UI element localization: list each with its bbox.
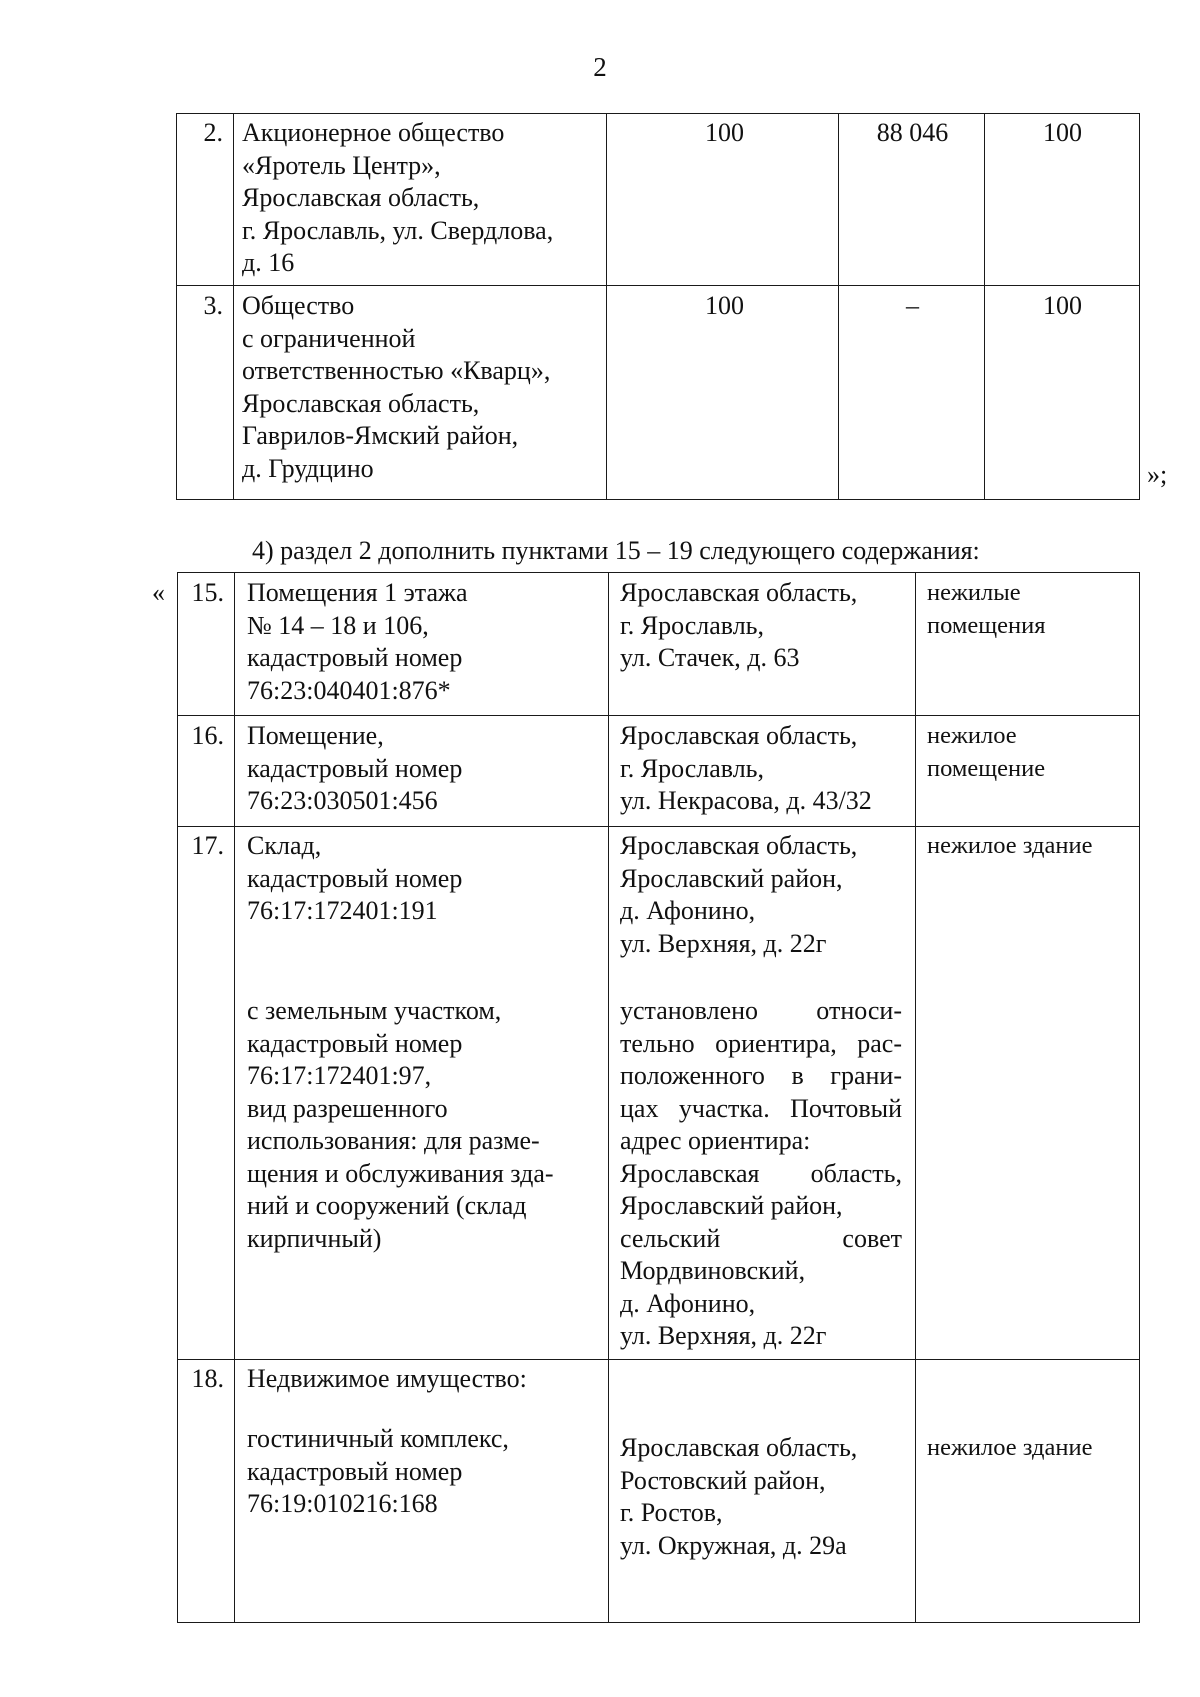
t1-org-name-line: Гаврилов-Ямский район, xyxy=(242,421,519,450)
t2-land-address-line: адрес ориентира: xyxy=(620,1126,811,1155)
t1-col4-value: 88 046 xyxy=(876,118,949,147)
page-number: 2 xyxy=(593,52,607,82)
t2-object-type-line: нежилое здание xyxy=(927,1434,1093,1461)
t2-object-type-line: нежилые xyxy=(927,579,1021,606)
t1-row-number: 3. xyxy=(203,291,223,320)
t2-land-address-line: Ярославский район, xyxy=(620,1191,843,1220)
t2-object-name-line: гостиничный комплекс, xyxy=(247,1424,509,1453)
t2-land-address-line: положенного в грани- xyxy=(620,1061,902,1090)
t2-land-plot-line: ний и сооружений (склад xyxy=(247,1191,527,1220)
t2-object-name-line: кадастровый номер xyxy=(247,753,463,783)
t2-object-name-line: 76:23:030501:456 xyxy=(247,786,438,815)
t2-object-type-line: помещения xyxy=(927,611,1046,639)
t2-land-plot-line: щения и обслуживания зда- xyxy=(247,1158,554,1188)
t1-org-name-line: ответственностью «Кварц», xyxy=(242,356,551,385)
t1-col5-value: 100 xyxy=(1043,118,1082,147)
t2-address-line: Ростовский район, xyxy=(620,1465,826,1495)
t2-address-line: д. Афонино, xyxy=(620,896,756,925)
t2-land-address-line: цах участка. Почтовый xyxy=(620,1093,902,1123)
t2-land-address-line: ул. Верхняя, д. 22г xyxy=(620,1321,827,1350)
t2-object-type xyxy=(927,720,1045,785)
t2-address-line: г. Ярославль, xyxy=(620,610,765,640)
t2-object-name-line: кадастровый номер xyxy=(247,863,463,893)
t2-land-plot-line: использования: для разме- xyxy=(247,1126,540,1155)
t2-address-line: ул. Верхняя, д. 22г xyxy=(620,928,827,958)
t2-address-line: г. Ростов, xyxy=(620,1498,723,1527)
t2-land-address-line: д. Афонино, xyxy=(620,1288,756,1318)
t2-heading-line: Недвижимое имущество: xyxy=(247,1364,527,1393)
t1-org-name-line: д. Грудцино xyxy=(242,453,374,483)
t2-object-name-line: кадастровый номер xyxy=(247,1456,463,1486)
t1-org-name-line: д. 16 xyxy=(242,248,295,277)
t2-object-name-line: 76:23:040401:876* xyxy=(247,675,451,705)
t2-address-line: ул. Некрасова, д. 43/32 xyxy=(620,786,872,815)
t2-land-address-line: сельский совет xyxy=(620,1223,902,1253)
t2-object-name-line: 76:17:172401:191 xyxy=(247,896,438,925)
t2-address-line: ул. Окружная, д. 29а xyxy=(620,1530,847,1560)
t2-object-type-line: нежилое xyxy=(927,722,1017,749)
t2-address xyxy=(620,830,857,960)
t2-object-name-line: Склад, xyxy=(247,831,322,860)
t1-col4-value: – xyxy=(906,291,919,320)
t2-object-name-line: № 14 – 18 и 106, xyxy=(247,610,429,640)
t2-address xyxy=(620,577,857,675)
t2-object-type xyxy=(927,577,1046,642)
closing-quote: »; xyxy=(1147,460,1168,489)
t1-org-name-line: Ярославская область, xyxy=(242,183,480,212)
t2-address-line: Ярославская область, xyxy=(620,721,858,750)
t1-org-name xyxy=(242,117,553,280)
t2-object-name xyxy=(247,830,462,928)
t2-object-name-line: 76:19:010216:168 xyxy=(247,1489,438,1518)
t2-object-name xyxy=(247,1423,509,1521)
t2-object-type-line: нежилое здание xyxy=(927,832,1093,859)
t2-land-plot-line: кадастровый номер xyxy=(247,1028,463,1058)
t2-address-line: Ярославская область, xyxy=(620,831,858,860)
t1-org-name xyxy=(242,290,550,485)
t2-row-number: 17. xyxy=(191,831,224,860)
t2-address xyxy=(620,1432,857,1562)
t2-land-plot-line: кирпичный) xyxy=(247,1223,382,1253)
t2-address-line: Ярославский район, xyxy=(620,863,843,893)
t1-org-name-line: Акционерное общество xyxy=(242,118,505,147)
t1-col5-value: 100 xyxy=(1043,291,1082,320)
t2-address-line: г. Ярославль, xyxy=(620,753,765,783)
t1-org-name-line: Ярославская область, xyxy=(242,388,480,418)
t2-address xyxy=(620,720,872,818)
t2-land-address-line: Ярославская область, xyxy=(620,1158,902,1188)
t2-address-line: Ярославская область, xyxy=(620,1433,858,1462)
t2-land-plot-line: вид разрешенного xyxy=(247,1093,448,1123)
t1-org-name-line: «Яротель Центр», xyxy=(242,150,441,180)
t2-heading xyxy=(247,1363,527,1396)
t2-address-line: Ярославская область, xyxy=(620,578,858,607)
t1-row-number: 2. xyxy=(203,118,223,147)
t2-address-line: ул. Стачек, д. 63 xyxy=(620,643,800,672)
amendment-intro: 4) раздел 2 дополнить пунктами 15 – 19 следующего содержания: xyxy=(252,536,980,565)
t2-object-name xyxy=(247,720,462,818)
t2-land-plot-description xyxy=(247,995,554,1255)
t2-object-name xyxy=(247,577,468,707)
t2-land-address-line: установлено относи- xyxy=(620,996,902,1025)
t2-land-plot-address xyxy=(620,995,902,1353)
t2-object-name-line: кадастровый номер xyxy=(247,643,463,672)
t1-org-name-line: с ограниченной xyxy=(242,323,416,353)
t2-row-number: 16. xyxy=(191,721,224,750)
t2-object-type xyxy=(927,1432,1092,1465)
t2-object-type xyxy=(927,830,1092,863)
t2-land-address-line: Мордвиновский, xyxy=(620,1256,806,1285)
t2-object-type-line: помещение xyxy=(927,754,1046,782)
t2-land-address-line: тельно ориентира, рас- xyxy=(620,1028,902,1058)
t2-object-name-line: Помещения 1 этажа xyxy=(247,578,468,607)
opening-quote: « xyxy=(152,578,165,607)
t2-row-number: 15. xyxy=(191,578,224,607)
t1-col3-value: 100 xyxy=(705,291,744,320)
t2-row-number: 18. xyxy=(191,1364,224,1393)
t2-land-plot-line: 76:17:172401:97, xyxy=(247,1061,432,1090)
t1-org-name-line: г. Ярославль, ул. Свердлова, xyxy=(242,215,554,245)
t2-object-name-line: Помещение, xyxy=(247,721,384,750)
t1-col3-value: 100 xyxy=(705,118,744,147)
t1-org-name-line: Общество xyxy=(242,291,355,320)
t2-land-plot-line: с земельным участком, xyxy=(247,996,502,1025)
